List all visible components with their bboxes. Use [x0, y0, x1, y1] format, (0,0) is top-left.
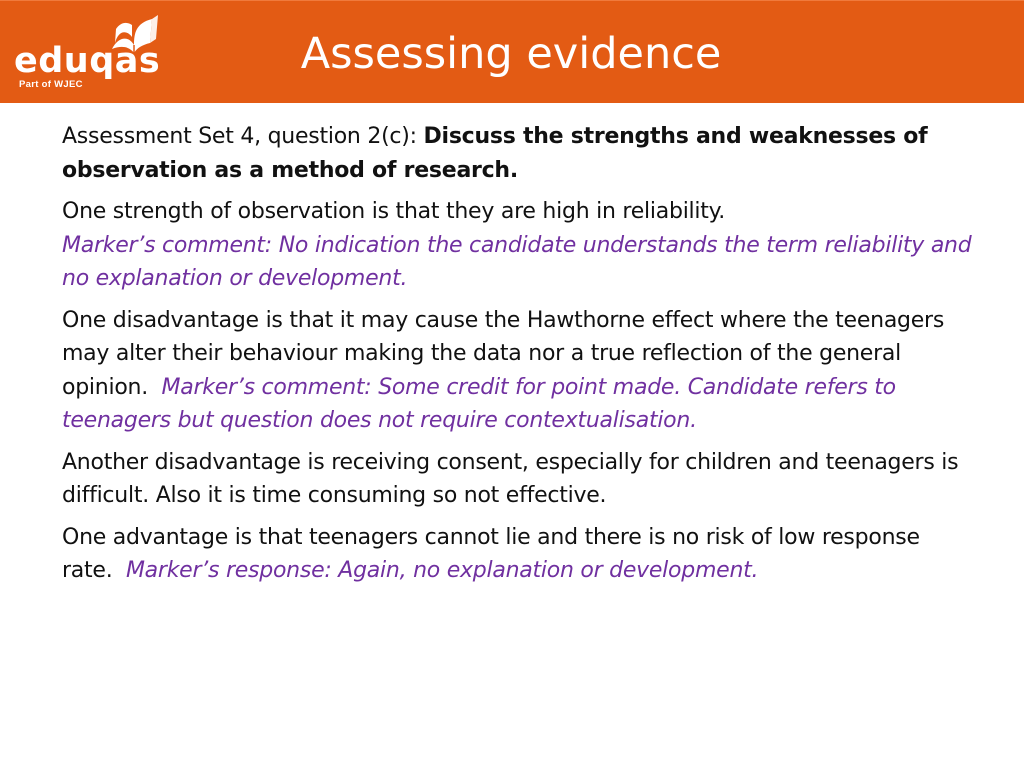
answer-text: One disadvantage is that it may cause the Hawthorne effect where the teenagers may alter their behaviour making the data nor a true reflection of the general opinion.	[62, 307, 945, 400]
answer-paragraph	[62, 446, 972, 513]
logo-wordmark: eduqas	[14, 41, 161, 81]
answer-text: One advantage is that teenagers cannot lie and there is no risk of low response rate.	[62, 524, 920, 583]
page-title	[0, 29, 1024, 79]
marker-comment: Marker’s response: Again, no explanation or development.	[125, 558, 759, 583]
marker-comment: Marker’s comment: No indication the candidate understands the term reliability and no explanation or development.	[62, 232, 972, 291]
question-text: Discuss the strengths and weaknesses of observation as a method of research.	[62, 124, 928, 183]
question-prefix: Assessment Set 4, question 2(c):	[62, 124, 424, 149]
answer-paragraph	[62, 521, 972, 588]
answer-paragraph	[62, 195, 972, 296]
header-bar	[0, 0, 1024, 103]
answer-text: Another disadvantage is receiving consent, especially for children and teenagers is difficult. Also it is time consuming so not effective.	[62, 449, 959, 508]
page-title-text: Assessing evidence	[300, 29, 722, 79]
slide-body	[62, 120, 972, 596]
answer-paragraph	[62, 304, 972, 438]
question-paragraph	[62, 120, 972, 187]
marker-comment: Marker’s comment: Some credit for point made. Candidate refers to teenagers but question does not require contextualisation.	[62, 374, 896, 433]
logo-subtext: Part of WJEC	[19, 79, 83, 90]
answer-text: One strength of observation is that they are high in reliability.	[62, 199, 726, 224]
